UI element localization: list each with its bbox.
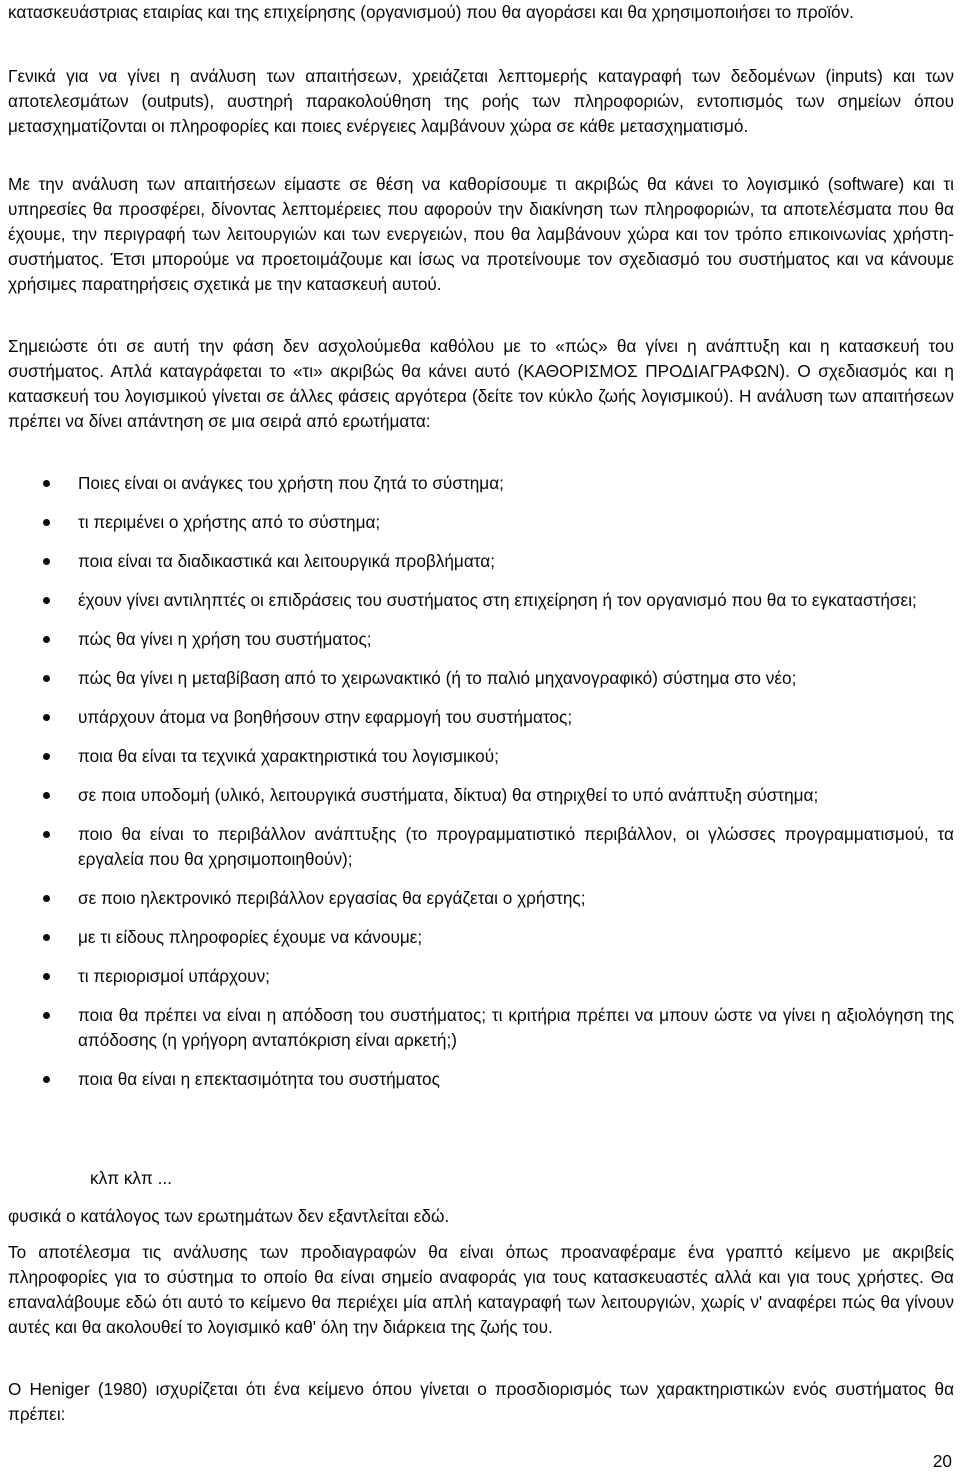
paragraph-what-not-how: Σημειώστε ότι σε αυτή την φάση δεν ασχολούμεθα καθόλου με το «πώς» θα γίνει η ανάπτυξη και η κατασκευή του συστήματος. Απλά καταγράφεται το «τι» ακριβώς θα κάνει αυτό (ΚΑΘΟΡΙΣΜΟΣ ΠΡΟΔΙΑΓΡΑΦΩΝ). Ο σχεδιασμός και η κατασκευή του λογισμικού γίνεται σε άλλες φάσεις αργότερα (δείτε τον κύκλο ζωής λογισμικού). Η ανάλυση των απαιτήσεων πρέπει να δίνει απάντηση σε μια σειρά από ερωτήματα: <box>8 336 954 431</box>
list-item: ποια θα είναι η επεκτασιμότητα του συστήματος <box>8 1067 954 1092</box>
etc-text: κλπ κλπ ... <box>90 1168 172 1188</box>
list-item: ποια θα πρέπει να είναι η απόδοση του συστήματος; τι κριτήρια πρέπει να μπουν ώστε να γίνει η αξιολόγηση της απόδοσης (η γρήγορη ανταπόκριση είναι αρκετή;) <box>8 1003 954 1053</box>
bullet-icon <box>43 636 50 643</box>
bullet-icon <box>43 675 50 682</box>
list-item: πώς θα γίνει η μεταβίβαση από το χειρωνακτικό (ή το παλιό μηχανογραφικό) σύστημα στο νέο; <box>8 666 954 691</box>
bullet-icon <box>43 480 50 487</box>
bullet-icon <box>43 1012 50 1019</box>
bullet-icon <box>43 597 50 604</box>
bullet-icon <box>43 558 50 565</box>
list-item: τι περιορισμοί υπάρχουν; <box>8 964 954 989</box>
bullet-icon <box>43 753 50 760</box>
intro-fragment: κατασκευάστριας εταιρίας και της επιχείρησης (οργανισμού) που θα αγοράσει και θα χρησιμοποιήσει το προϊόν. <box>8 2 854 22</box>
bullet-icon <box>43 895 50 902</box>
page-number: 20 <box>932 1451 952 1471</box>
list-item: ποια θα είναι τα τεχνικά χαρακτηριστικά του λογισμικού; <box>8 744 954 769</box>
bullet-icon <box>43 973 50 980</box>
bullet-icon <box>43 714 50 721</box>
paragraph-analysis-result: Το αποτέλεσμα τις ανάλυσης των προδιαγραφών θα είναι όπως προαναφέραμε ένα γραπτό κείμενο με ακριβείς πληροφορίες για το σύστημα το οποίο θα είναι σημείο αναφοράς για τους κατασκευαστές αλλά και για τους χρήστες. Θα επαναλάβουμε εδώ ότι αυτό το κείμενο θα περιέχει μία απλή καταγραφή των λειτουργιών, χωρίς ν' αναφέρει πώς θα γίνουν αυτές και θα ακολουθεί το λογισμικό καθ' όλη την διάρκεια της ζωής του. <box>8 1242 954 1337</box>
bullet-icon <box>43 519 50 526</box>
questions-list <box>8 471 954 1106</box>
list-item: ποια είναι τα διαδικαστικά και λειτουργικά προβλήματα; <box>8 549 954 574</box>
bullet-icon <box>43 934 50 941</box>
bullet-icon <box>43 831 50 838</box>
list-item: σε ποιο ηλεκτρονικό περιβάλλον εργασίας θα εργάζεται ο χρήστης; <box>8 886 954 911</box>
list-item: υπάρχουν άτομα να βοηθήσουν στην εφαρμογή του συστήματος; <box>8 705 954 730</box>
list-item: ποιο θα είναι το περιβάλλον ανάπτυξης (το προγραμματιστικό περιβάλλον, οι γλώσσες προγραμματισμού, τα εργαλεία που θα χρησιμοποιηθούν); <box>8 822 954 872</box>
paragraph-general-analysis: Γενικά για να γίνει η ανάλυση των απαιτήσεων, χρειάζεται λεπτομερής καταγραφή των δεδομένων (inputs) και των αποτελεσμάτων (outputs), αυστηρή παρακολούθηση της ροής των πληροφοριών, εντοπισμός των σημείων όπου μετασχηματίζονται οι πληροφορίες και ποιες ενέργειες λαμβάνουν χώρα σε κάθε μετασχηματισμό. <box>8 66 954 136</box>
list-item: έχουν γίνει αντιληπτές οι επιδράσεις του συστήματος στη επιχείρηση ή τον οργανισμό που θα το εγκαταστήσει; <box>8 588 954 613</box>
bullet-icon <box>43 792 50 799</box>
paragraph-requirements-analysis: Με την ανάλυση των απαιτήσεων είμαστε σε θέση να καθορίσουμε τι ακριβώς θα κάνει το λογισμικό (software) και τι υπηρεσίες θα προσφέρει, δίνοντας λεπτομέρειες που αφορούν την διακίνηση των πληροφοριών, τα αποτελέσματα που θα έχουμε, την περιγραφή των λειτουργιών και των ενεργειών, που θα λαμβάνουν χώρα και τον τρόπο επικοινωνίας χρήστη-συστήματος. Έτσι μπορούμε να προετοιμάζουμε και ίσως να προτείνουμε τον σχεδιασμό του συστήματος και να κάνουμε χρήσιμες παρατηρήσεις σχετικά με την κατασκευή αυτού. <box>8 174 954 294</box>
list-item: Ποιες είναι οι ανάγκες του χρήστη που ζητά το σύστημα; <box>8 471 954 496</box>
bullet-icon <box>43 1076 50 1083</box>
paragraph-list-not-exhaustive: φυσικά ο κατάλογος των ερωτημάτων δεν εξαντλείται εδώ. <box>8 1206 450 1226</box>
list-item: με τι είδους πληροφορίες έχουμε να κάνουμε; <box>8 925 954 950</box>
list-item: πώς θα γίνει η χρήση του συστήματος; <box>8 627 954 652</box>
list-item: σε ποια υποδομή (υλικό, λειτουργικά συστήματα, δίκτυα) θα στηριχθεί το υπό ανάπτυξη σύστημα; <box>8 783 954 808</box>
list-item: τι περιμένει ο χρήστης από το σύστημα; <box>8 510 954 535</box>
paragraph-heniger: Ο Heniger (1980) ισχυρίζεται ότι ένα κείμενο όπου γίνεται ο προσδιορισμός των χαρακτηριστικών ενός συστήματος θα πρέπει: <box>8 1379 954 1424</box>
